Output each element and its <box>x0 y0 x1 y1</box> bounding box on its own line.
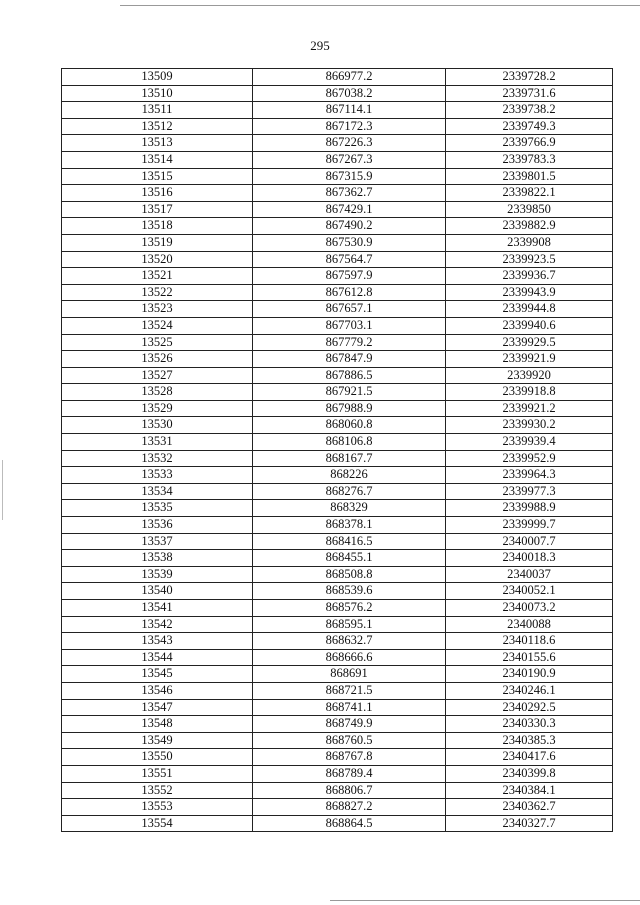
point-number-cell: 13520 <box>62 251 253 268</box>
point-number-cell: 13539 <box>62 566 253 583</box>
y-coordinate-cell: 2340362.7 <box>446 799 613 816</box>
table-row <box>62 782 613 799</box>
x-coordinate-cell: 868827.2 <box>253 799 446 816</box>
x-coordinate-cell: 866977.2 <box>253 69 446 86</box>
y-coordinate-cell: 2340190.9 <box>446 666 613 683</box>
scan-edge-left <box>2 460 3 520</box>
y-coordinate-cell: 2339731.6 <box>446 85 613 102</box>
point-number-cell: 13511 <box>62 102 253 119</box>
x-coordinate-cell: 867657.1 <box>253 301 446 318</box>
point-number-cell: 13513 <box>62 135 253 152</box>
table-row <box>62 815 613 832</box>
x-coordinate-cell: 868576.2 <box>253 600 446 617</box>
point-number-cell: 13544 <box>62 649 253 666</box>
y-coordinate-cell: 2339988.9 <box>446 500 613 517</box>
table-row <box>62 301 613 318</box>
point-number-cell: 13550 <box>62 749 253 766</box>
x-coordinate-cell: 868329 <box>253 500 446 517</box>
table-row <box>62 517 613 534</box>
y-coordinate-cell: 2339930.2 <box>446 417 613 434</box>
y-coordinate-cell: 2340246.1 <box>446 682 613 699</box>
point-number-cell: 13517 <box>62 201 253 218</box>
y-coordinate-cell: 2339738.2 <box>446 102 613 119</box>
x-coordinate-cell: 868455.1 <box>253 550 446 567</box>
y-coordinate-cell: 2339850 <box>446 201 613 218</box>
table-row <box>62 600 613 617</box>
table-row <box>62 633 613 650</box>
x-coordinate-cell: 868378.1 <box>253 517 446 534</box>
point-number-cell: 13523 <box>62 301 253 318</box>
x-coordinate-cell: 868106.8 <box>253 434 446 451</box>
y-coordinate-cell: 2339999.7 <box>446 517 613 534</box>
table-row <box>62 682 613 699</box>
x-coordinate-cell: 868749.9 <box>253 716 446 733</box>
x-coordinate-cell: 868226 <box>253 467 446 484</box>
x-coordinate-cell: 868508.8 <box>253 566 446 583</box>
x-coordinate-cell: 867114.1 <box>253 102 446 119</box>
point-number-cell: 13516 <box>62 185 253 202</box>
x-coordinate-cell: 867886.5 <box>253 367 446 384</box>
y-coordinate-cell: 2339766.9 <box>446 135 613 152</box>
table-row <box>62 500 613 517</box>
point-number-cell: 13526 <box>62 351 253 368</box>
y-coordinate-cell: 2339944.8 <box>446 301 613 318</box>
table-row <box>62 168 613 185</box>
point-number-cell: 13536 <box>62 517 253 534</box>
y-coordinate-cell: 2340052.1 <box>446 583 613 600</box>
point-number-cell: 13515 <box>62 168 253 185</box>
y-coordinate-cell: 2340088 <box>446 616 613 633</box>
table-row <box>62 118 613 135</box>
y-coordinate-cell: 2339921.2 <box>446 400 613 417</box>
table-row <box>62 417 613 434</box>
table-row <box>62 765 613 782</box>
point-number-cell: 13525 <box>62 334 253 351</box>
point-number-cell: 13553 <box>62 799 253 816</box>
table-row <box>62 268 613 285</box>
x-coordinate-cell: 868539.6 <box>253 583 446 600</box>
table-row <box>62 400 613 417</box>
y-coordinate-cell: 2339952.9 <box>446 450 613 467</box>
table-row <box>62 284 613 301</box>
x-coordinate-cell: 867226.3 <box>253 135 446 152</box>
x-coordinate-cell: 867267.3 <box>253 151 446 168</box>
x-coordinate-cell: 867490.2 <box>253 218 446 235</box>
y-coordinate-cell: 2339977.3 <box>446 483 613 500</box>
x-coordinate-cell: 868060.8 <box>253 417 446 434</box>
y-coordinate-cell: 2340385.3 <box>446 732 613 749</box>
table-row <box>62 716 613 733</box>
x-coordinate-cell: 867315.9 <box>253 168 446 185</box>
point-number-cell: 13518 <box>62 218 253 235</box>
table-row <box>62 550 613 567</box>
y-coordinate-cell: 2340018.3 <box>446 550 613 567</box>
y-coordinate-cell: 2339940.6 <box>446 317 613 334</box>
x-coordinate-cell: 868276.7 <box>253 483 446 500</box>
y-coordinate-cell: 2340037 <box>446 566 613 583</box>
point-number-cell: 13531 <box>62 434 253 451</box>
x-coordinate-cell: 868666.6 <box>253 649 446 666</box>
x-coordinate-cell: 867779.2 <box>253 334 446 351</box>
y-coordinate-cell: 2339923.5 <box>446 251 613 268</box>
point-number-cell: 13540 <box>62 583 253 600</box>
coordinates-table <box>61 68 613 832</box>
y-coordinate-cell: 2340327.7 <box>446 815 613 832</box>
point-number-cell: 13541 <box>62 600 253 617</box>
scan-edge-top <box>120 5 640 6</box>
x-coordinate-cell: 867921.5 <box>253 384 446 401</box>
x-coordinate-cell: 868721.5 <box>253 682 446 699</box>
table-row <box>62 218 613 235</box>
table-row <box>62 135 613 152</box>
point-number-cell: 13524 <box>62 317 253 334</box>
table-row <box>62 351 613 368</box>
y-coordinate-cell: 2339936.7 <box>446 268 613 285</box>
point-number-cell: 13551 <box>62 765 253 782</box>
table-row <box>62 384 613 401</box>
table-row <box>62 450 613 467</box>
table-row <box>62 699 613 716</box>
table-row <box>62 234 613 251</box>
point-number-cell: 13534 <box>62 483 253 500</box>
point-number-cell: 13512 <box>62 118 253 135</box>
point-number-cell: 13532 <box>62 450 253 467</box>
x-coordinate-cell: 868741.1 <box>253 699 446 716</box>
y-coordinate-cell: 2340330.3 <box>446 716 613 733</box>
point-number-cell: 13548 <box>62 716 253 733</box>
point-number-cell: 13514 <box>62 151 253 168</box>
table-row <box>62 69 613 86</box>
x-coordinate-cell: 868691 <box>253 666 446 683</box>
table-row <box>62 85 613 102</box>
point-number-cell: 13535 <box>62 500 253 517</box>
table-row <box>62 102 613 119</box>
point-number-cell: 13530 <box>62 417 253 434</box>
x-coordinate-cell: 867612.8 <box>253 284 446 301</box>
x-coordinate-cell: 867362.7 <box>253 185 446 202</box>
x-coordinate-cell: 868789.4 <box>253 765 446 782</box>
point-number-cell: 13545 <box>62 666 253 683</box>
x-coordinate-cell: 867429.1 <box>253 201 446 218</box>
point-number-cell: 13543 <box>62 633 253 650</box>
y-coordinate-cell: 2340155.6 <box>446 649 613 666</box>
point-number-cell: 13542 <box>62 616 253 633</box>
point-number-cell: 13509 <box>62 69 253 86</box>
point-number-cell: 13547 <box>62 699 253 716</box>
point-number-cell: 13528 <box>62 384 253 401</box>
y-coordinate-cell: 2340417.6 <box>446 749 613 766</box>
x-coordinate-cell: 867172.3 <box>253 118 446 135</box>
table-row <box>62 185 613 202</box>
table-row <box>62 334 613 351</box>
point-number-cell: 13552 <box>62 782 253 799</box>
x-coordinate-cell: 867038.2 <box>253 85 446 102</box>
x-coordinate-cell: 868806.7 <box>253 782 446 799</box>
table-row <box>62 151 613 168</box>
table-row <box>62 467 613 484</box>
y-coordinate-cell: 2339783.3 <box>446 151 613 168</box>
y-coordinate-cell: 2340399.8 <box>446 765 613 782</box>
y-coordinate-cell: 2339939.4 <box>446 434 613 451</box>
y-coordinate-cell: 2339918.8 <box>446 384 613 401</box>
table-row <box>62 201 613 218</box>
table-row <box>62 251 613 268</box>
scan-edge-bottom <box>330 900 640 901</box>
x-coordinate-cell: 867703.1 <box>253 317 446 334</box>
coordinates-table-body <box>62 69 613 832</box>
point-number-cell: 13522 <box>62 284 253 301</box>
point-number-cell: 13529 <box>62 400 253 417</box>
table-row <box>62 434 613 451</box>
x-coordinate-cell: 868595.1 <box>253 616 446 633</box>
point-number-cell: 13521 <box>62 268 253 285</box>
point-number-cell: 13554 <box>62 815 253 832</box>
y-coordinate-cell: 2339882.9 <box>446 218 613 235</box>
x-coordinate-cell: 868416.5 <box>253 533 446 550</box>
x-coordinate-cell: 868767.8 <box>253 749 446 766</box>
y-coordinate-cell: 2339943.9 <box>446 284 613 301</box>
point-number-cell: 13519 <box>62 234 253 251</box>
table-row <box>62 317 613 334</box>
point-number-cell: 13538 <box>62 550 253 567</box>
y-coordinate-cell: 2339801.5 <box>446 168 613 185</box>
x-coordinate-cell: 867988.9 <box>253 400 446 417</box>
y-coordinate-cell: 2340118.6 <box>446 633 613 650</box>
x-coordinate-cell: 868167.7 <box>253 450 446 467</box>
table-row <box>62 483 613 500</box>
x-coordinate-cell: 868864.5 <box>253 815 446 832</box>
y-coordinate-cell: 2339929.5 <box>446 334 613 351</box>
page-number: 295 <box>310 38 330 53</box>
table-row <box>62 533 613 550</box>
x-coordinate-cell: 868632.7 <box>253 633 446 650</box>
table-row <box>62 799 613 816</box>
table-row <box>62 732 613 749</box>
point-number-cell: 13546 <box>62 682 253 699</box>
x-coordinate-cell: 867847.9 <box>253 351 446 368</box>
y-coordinate-cell: 2339921.9 <box>446 351 613 368</box>
y-coordinate-cell: 2339728.2 <box>446 69 613 86</box>
y-coordinate-cell: 2339920 <box>446 367 613 384</box>
point-number-cell: 13537 <box>62 533 253 550</box>
y-coordinate-cell: 2339964.3 <box>446 467 613 484</box>
x-coordinate-cell: 867564.7 <box>253 251 446 268</box>
y-coordinate-cell: 2339822.1 <box>446 185 613 202</box>
table-row <box>62 566 613 583</box>
x-coordinate-cell: 867597.9 <box>253 268 446 285</box>
y-coordinate-cell: 2340384.1 <box>446 782 613 799</box>
point-number-cell: 13549 <box>62 732 253 749</box>
y-coordinate-cell: 2340007.7 <box>446 533 613 550</box>
table-row <box>62 649 613 666</box>
table-row <box>62 616 613 633</box>
y-coordinate-cell: 2340292.5 <box>446 699 613 716</box>
table-row <box>62 583 613 600</box>
point-number-cell: 13527 <box>62 367 253 384</box>
table-row <box>62 749 613 766</box>
y-coordinate-cell: 2339749.3 <box>446 118 613 135</box>
table-row <box>62 666 613 683</box>
y-coordinate-cell: 2340073.2 <box>446 600 613 617</box>
point-number-cell: 13510 <box>62 85 253 102</box>
table-row <box>62 367 613 384</box>
point-number-cell: 13533 <box>62 467 253 484</box>
x-coordinate-cell: 868760.5 <box>253 732 446 749</box>
y-coordinate-cell: 2339908 <box>446 234 613 251</box>
x-coordinate-cell: 867530.9 <box>253 234 446 251</box>
